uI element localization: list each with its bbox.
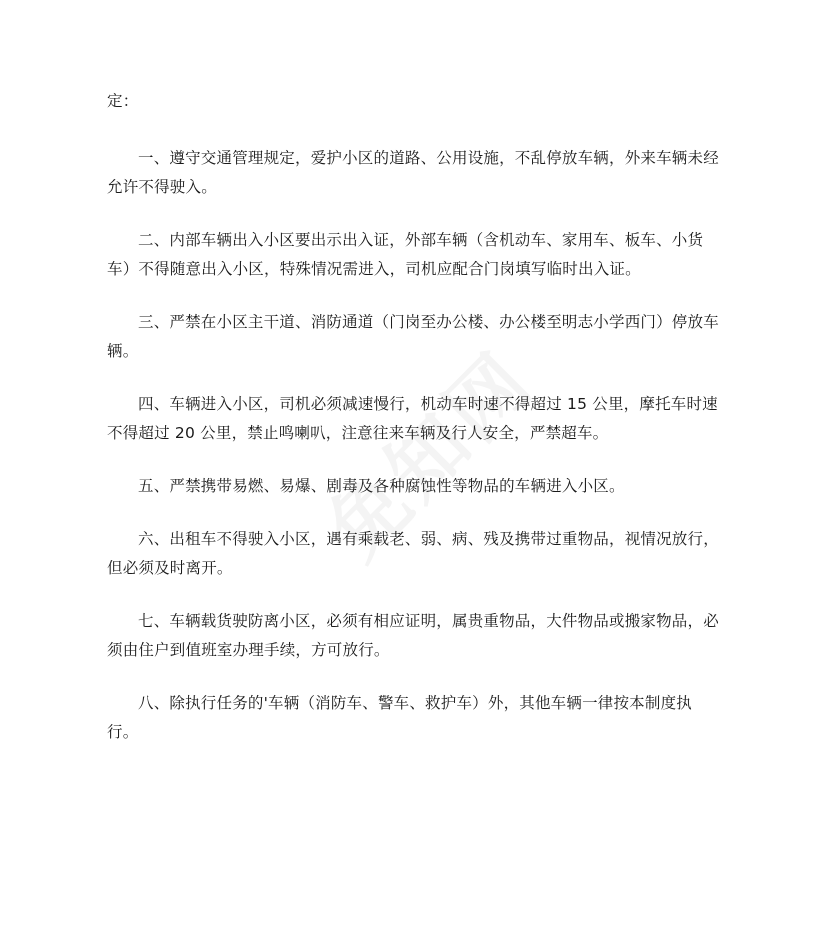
rule-line: 三、严禁在小区主干道、消防通道（门岗至办公楼、办公楼至明志小学西门）停放车 bbox=[138, 313, 719, 331]
rule-line: 八、除执行任务的'车辆（消防车、警车、救护车）外，其他车辆一律按本制度执 bbox=[138, 694, 692, 712]
rule-line: 但必须及时离开。 bbox=[107, 559, 233, 577]
intro-text: 定： bbox=[107, 92, 139, 110]
rule-line: 须由住户到值班室办理手续，方可放行。 bbox=[107, 641, 390, 659]
rule-line: 四、车辆进入小区，司机必须减速慢行，机动车时速不得超过 15 公里，摩托车时速 bbox=[138, 395, 718, 413]
rule-line: 允许不得驶入。 bbox=[107, 178, 217, 196]
rule-line: 二、内部车辆出入小区要出示出入证，外部车辆（含机动车、家用车、板车、小货 bbox=[138, 231, 704, 249]
rule-paragraph-7 bbox=[107, 607, 727, 665]
rule-line: 辆。 bbox=[107, 342, 139, 360]
rule-line: 车）不得随意出入小区，特殊情况需进入，司机应配合门岗填写临时出入证。 bbox=[107, 260, 641, 278]
rule-line: 行。 bbox=[107, 723, 139, 741]
rule-paragraph-5 bbox=[107, 472, 727, 501]
rule-line: 七、车辆载货驶防离小区，必须有相应证明，属贵重物品，大件物品或搬家物品，必 bbox=[138, 612, 719, 630]
rule-line: 一、遵守交通管理规定，爱护小区的道路、公用设施，不乱停放车辆，外来车辆未经 bbox=[138, 149, 719, 167]
intro-paragraph bbox=[107, 87, 727, 116]
rule-line: 五、严禁携带易燃、易爆、剧毒及各种腐蚀性等物品的车辆进入小区。 bbox=[138, 477, 625, 495]
rule-paragraph-3 bbox=[107, 308, 727, 366]
rule-paragraph-6 bbox=[107, 525, 727, 583]
rule-paragraph-8 bbox=[107, 689, 727, 747]
rule-paragraph-1 bbox=[107, 144, 727, 202]
document-body bbox=[107, 87, 727, 747]
rule-line: 不得超过 20 公里，禁止鸣喇叭，注意往来车辆及行人安全，严禁超车。 bbox=[107, 424, 609, 442]
rule-line: 六、出租车不得驶入小区，遇有乘载老、弱、病、残及携带过重物品，视情况放行， bbox=[138, 530, 719, 548]
rule-paragraph-2 bbox=[107, 226, 727, 284]
rule-paragraph-4 bbox=[107, 390, 727, 448]
